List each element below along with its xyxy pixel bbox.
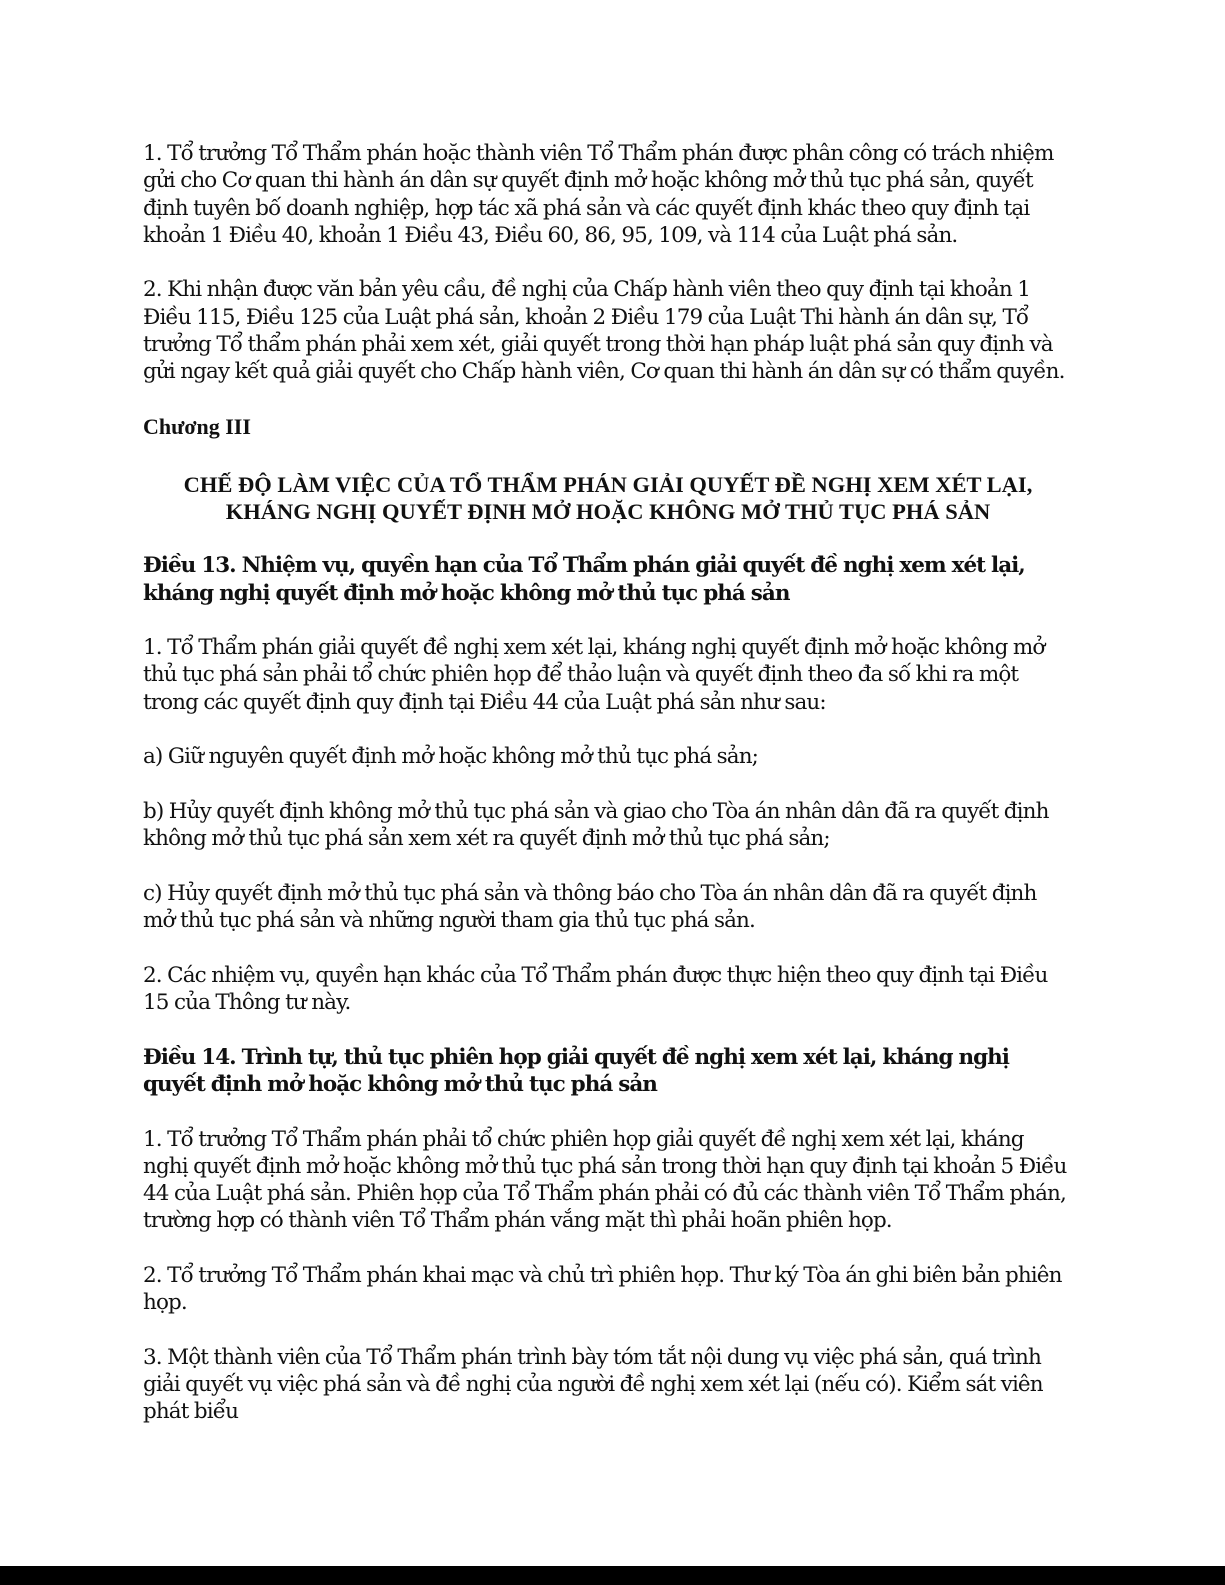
article-14-title: Điều 14. Trình tự, thủ tục phiên họp giải quyết đề nghị xem xét lại, kháng nghị quyết định mở hoặc không mở thủ tục phá sản bbox=[143, 1044, 1009, 1097]
chapter-heading: Chương III bbox=[143, 413, 251, 439]
article-14-clause-2: 2. Tổ trưởng Tổ Thẩm phán khai mạc và chủ trì phiên họp. Thư ký Tòa án ghi biên bản phiên họp. bbox=[143, 1262, 1062, 1316]
article-14-clause-3: 3. Một thành viên của Tổ Thẩm phán trình bày tóm tắt nội dung vụ việc phá sản, quá trình giải quyết vụ việc phá sản và đề nghị của người đề nghị xem xét lại (nếu có). Kiểm sát viên phát biểu bbox=[143, 1344, 1043, 1425]
article-13-clause-2: 2. Các nhiệm vụ, quyền hạn khác của Tổ Thẩm phán được thực hiện theo quy định tại Điều 15 của Thông tư này. bbox=[143, 962, 1048, 1016]
article-13-title: Điều 13. Nhiệm vụ, quyền hạn của Tổ Thẩm phán giải quyết đề nghị xem xét lại, kháng nghị quyết định mở hoặc không mở thủ tục phá sản bbox=[143, 553, 1025, 606]
article-13-point-a: a) Giữ nguyên quyết định mở hoặc không mở thủ tục phá sản; bbox=[143, 744, 759, 770]
article-13-point-c: c) Hủy quyết định mở thủ tục phá sản và thông báo cho Tòa án nhân dân đã ra quyết định mở thủ tục phá sản và những người tham gia thủ tục phá sản. bbox=[143, 880, 1037, 934]
paragraph-2: 2. Khi nhận được văn bản yêu cầu, đề nghị của Chấp hành viên theo quy định tại khoản 1 Điều 115, Điều 125 của Luật phá sản, khoản 2 Điều 179 của Luật Thi hành án dân sự, Tổ trưởng Tổ thẩm phán phải xem xét, giải quyết trong thời hạn pháp luật phá sản quy định và gửi ngay kết quả giải quyết cho Chấp hành viên, Cơ quan thi hành án dân sự có thẩm quyền. bbox=[143, 277, 1065, 385]
article-13-clause-1: 1. Tổ Thẩm phán giải quyết đề nghị xem xét lại, kháng nghị quyết định mở hoặc không mở thủ tục phá sản phải tổ chức phiên họp để thảo luận và quyết định theo đa số khi ra một trong các quyết định quy định tại Điều 44 của Luật phá sản như sau: bbox=[143, 635, 1045, 715]
page-bottom-border bbox=[0, 1566, 1225, 1585]
document-page bbox=[143, 140, 1073, 1453]
paragraph-1: 1. Tổ trưởng Tổ Thẩm phán hoặc thành viên Tổ Thẩm phán được phân công có trách nhiệm gửi cho Cơ quan thi hành án dân sự quyết định mở hoặc không mở thủ tục phá sản, quyết định tuyên bố doanh nghiệp, hợp tác xã phá sản và các quyết định khác theo quy định tại khoản 1 Điều 40, khoản 1 Điều 43, Điều 60, 86, 95, 109, và 114 của Luật phá sản. bbox=[143, 141, 1054, 248]
article-13-point-b: b) Hủy quyết định không mở thủ tục phá sản và giao cho Tòa án nhân dân đã ra quyết định không mở thủ tục phá sản xem xét ra quyết định mở thủ tục phá sản; bbox=[143, 798, 1049, 852]
chapter-title: CHẾ ĐỘ LÀM VIỆC CỦA TỔ THẨM PHÁN GIẢI QUYẾT ĐỀ NGHỊ XEM XÉT LẠI, KHÁNG NGHỊ QUYẾT ĐỊNH MỞ HOẶC KHÔNG MỞ THỦ TỤC PHÁ SẢN bbox=[183, 472, 1033, 525]
article-14-clause-1: 1. Tổ trưởng Tổ Thẩm phán phải tổ chức phiên họp giải quyết đề nghị xem xét lại, kháng nghị quyết định mở hoặc không mở thủ tục phá sản trong thời hạn quy định tại khoản 5 Điều 44 của Luật phá sản. Phiên họp của Tổ Thẩm phán phải có đủ các thành viên Tổ Thẩm phán, trường hợp có thành viên Tổ Thẩm phán vắng mặt thì phải hoãn phiên họp. bbox=[143, 1126, 1067, 1234]
